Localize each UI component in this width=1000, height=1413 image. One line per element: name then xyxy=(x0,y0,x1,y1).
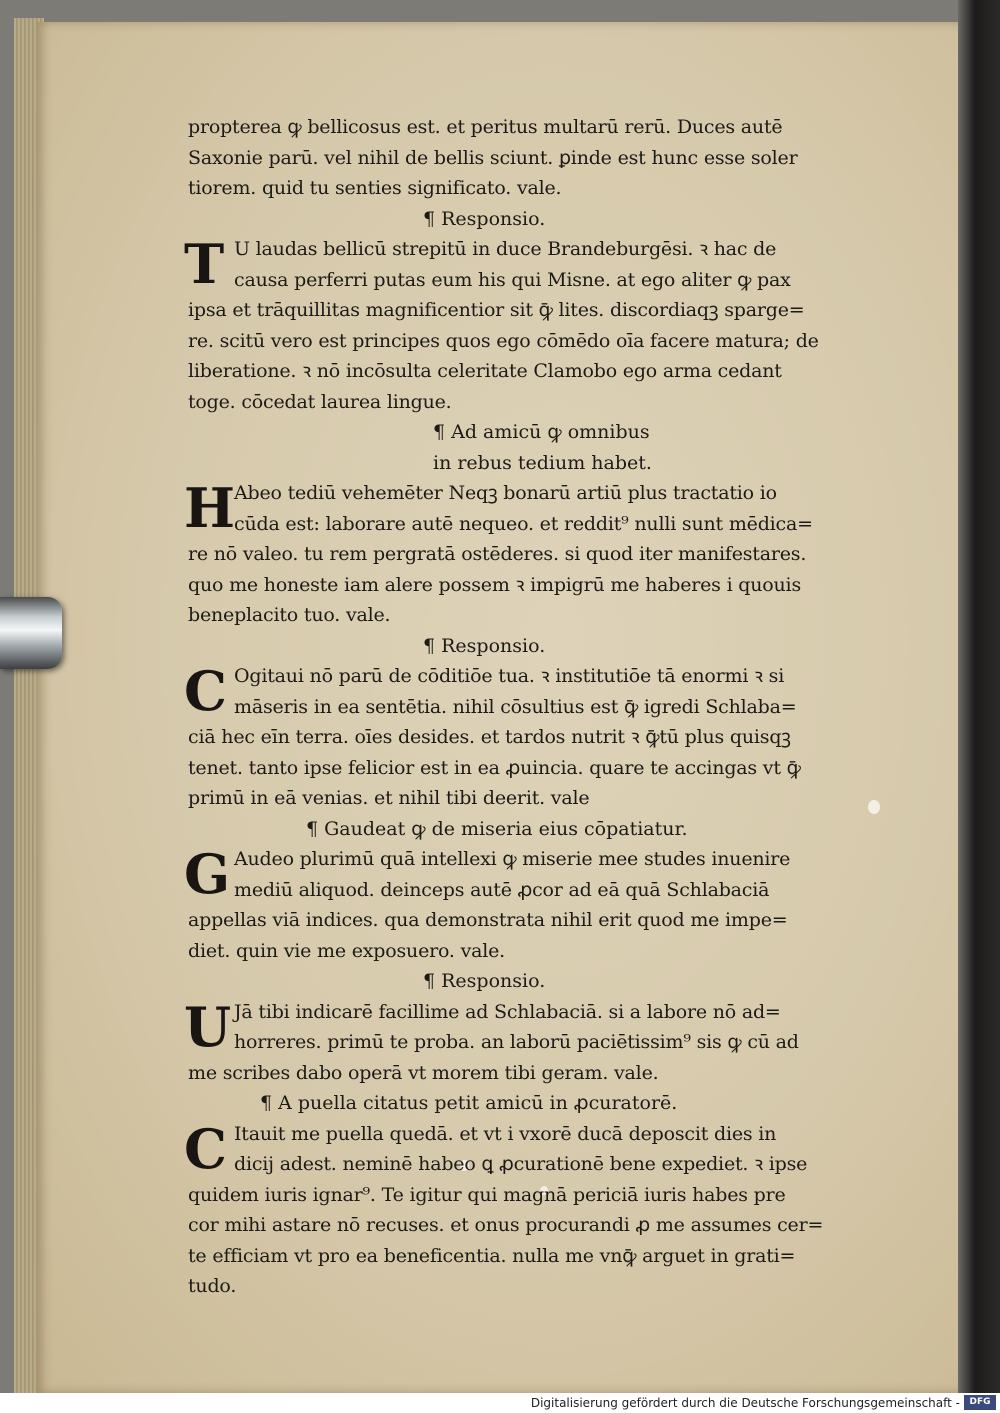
book-gutter-shadow xyxy=(958,0,1000,1393)
section-heading: ¶ Ad amicū ꝙ omnibus xyxy=(433,421,650,443)
glass-page-holder xyxy=(0,597,62,669)
text-line: liberatione. ꝛ nō incōsulta celeritate Clamobo ego arma cedant xyxy=(188,360,782,382)
section-heading: ¶ A puella citatus petit amicū in ꝓcuratorē. xyxy=(260,1092,678,1114)
paragraph xyxy=(184,232,898,417)
paragraph xyxy=(184,1116,898,1302)
text-line: dicij adest. neminē habeo ꝗ ꝓcurationē bene expediet. ꝛ ipse xyxy=(234,1153,808,1175)
text-line: toge. cōcedat laurea lingue. xyxy=(188,390,452,413)
text-line: Abeo tediū vehemēter Neqꝫ bonarū artiū plus tractatio io xyxy=(234,482,777,504)
text-line: te efficiam vt pro ea beneficentia. nulla me vnꝙ̄ arguet in grati= xyxy=(188,1244,796,1267)
text-line: causa perferri putas eum his qui Misne. at ego aliter ꝙ pax xyxy=(234,268,791,291)
text-line: ipsa et trāquillitas magnificentior sit ꝙ̄ lites. discordiaqꝫ sparge= xyxy=(188,299,805,321)
text-line: re nō valeo. tu rem pergratā ostēderes. si quod iter manifestares. xyxy=(188,543,807,565)
section-heading: ¶ Responsio. xyxy=(423,970,546,992)
text-line: Itauit me puella quedā. et vt i vxorē ducā deposcit dies in xyxy=(234,1122,777,1145)
text-line: cūda est: laborare autē nequeo. et reddit⁹ nulli sunt mēdica= xyxy=(234,512,813,535)
section-heading: in rebus tedium habet. xyxy=(433,451,652,474)
initial-letter: G xyxy=(184,842,231,906)
text-line: Saxonie parū. vel nihil de bellis sciunt. ꝑinde est hunc esse soler xyxy=(188,146,798,169)
text-line: beneplacito tuo. vale. xyxy=(188,604,391,626)
text-line: tenet. tanto ipse felicior est in ea ꝓuincia. quare te accingas vt ꝙ̄ xyxy=(188,756,801,779)
initial-letter: U xyxy=(184,994,232,1059)
text-line: diet. quin vie me exposuero. vale. xyxy=(188,939,506,962)
text-line: tudo. xyxy=(188,1275,237,1297)
paragraph xyxy=(184,659,898,814)
initial-letter: T xyxy=(184,232,225,296)
text-line: tiorem. quid tu senties significato. vale. xyxy=(188,177,562,199)
text-line: Audeo plurimū quā intellexi ꝙ miserie mee studes inuenire xyxy=(234,848,791,870)
initial-letter: C xyxy=(184,1116,227,1181)
text-line: U laudas bellicū strepitū in duce Brandeburgēsi. ꝛ hac de xyxy=(234,238,777,260)
section-heading: ¶ Responsio. xyxy=(423,634,546,657)
paragraph xyxy=(184,842,898,966)
dfg-logo: DFG xyxy=(964,1395,996,1410)
text-line: mediū aliquod. deinceps autē ꝓcor ad eā quā Schlabaciā xyxy=(234,878,770,901)
text-line: ciā hec eīn terra. oīes desides. et tardos nutrit ꝛ ꝙ̄tū plus quisqꝫ xyxy=(188,726,791,748)
section-heading: ¶ Responsio. xyxy=(423,207,546,230)
section-heading: ¶ Gaudeat ꝙ de miseria eius cōpatiatur. xyxy=(306,817,688,840)
text-line: Ogitaui nō parū de cōditiōe tua. ꝛ institutiōe tā enormi ꝛ si xyxy=(234,665,785,687)
text-line: me scribes dabo operā vt morem tibi geram. vale. xyxy=(188,1061,659,1084)
initial-letter: H xyxy=(184,476,236,540)
funding-credit: Digitalisierung gefördert durch die Deutsche Forschungsgemeinschaft - xyxy=(530,1396,960,1410)
paragraph xyxy=(184,476,898,631)
initial-letter: C xyxy=(184,659,227,723)
text-line: appellas viā indices. qua demonstrata nihil erit quod me impe= xyxy=(188,909,788,931)
text-line: primū in eā venias. et nihil tibi deerit. vale xyxy=(188,787,590,809)
text-line: cor mihi astare nō recuses. et onus procurandi ꝓ me assumes cer= xyxy=(188,1214,824,1236)
text-line: Jā tibi indicarē facillime ad Schlabaciā. si a labore nō ad= xyxy=(234,1000,781,1023)
text-line: propterea ꝙ bellicosus est. et peritus multarū rerū. Duces autē xyxy=(188,116,783,138)
text-line: horreres. primū te proba. an laborū paciētissim⁹ sis ꝙ cū ad xyxy=(234,1031,799,1053)
text-line: māseris in ea sentētia. nihil cōsultius est ꝙ̄ igredi Schlaba= xyxy=(234,695,797,718)
text-line: quidem iuris ignar⁹. Te igitur qui magnā periciā iuris habes pre xyxy=(188,1183,786,1206)
text-line: re. scitū vero est principes quos ego cōmēdo oīa facere matura; de xyxy=(188,329,819,352)
paragraph xyxy=(184,994,898,1089)
footer-bar xyxy=(0,1393,1000,1413)
page-text xyxy=(184,112,898,1302)
text-line: quo me honeste iam alere possem ꝛ impigrū me haberes i quouis xyxy=(188,573,801,596)
